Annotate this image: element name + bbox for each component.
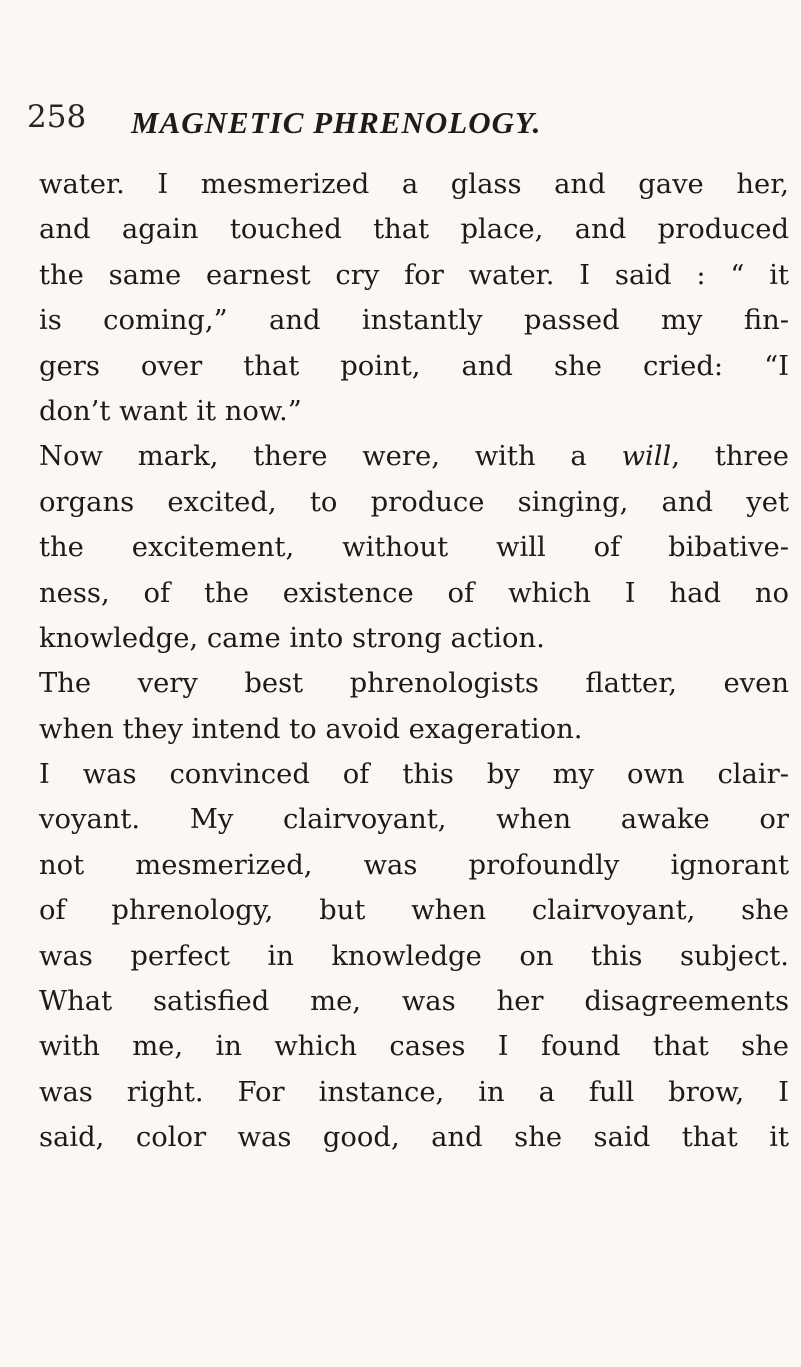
line-segment: Now mark, there were, with a (39, 441, 622, 473)
text-line: and again touched that place, and produced (39, 214, 789, 246)
text-line: not mesmerized, was profoundly ignorant (39, 849, 789, 881)
text-line-with-italic (39, 434, 789, 479)
text-line: said, color was good, and she said that it (39, 1122, 789, 1154)
text-line: I was convinced of this by my own clair- (39, 759, 789, 791)
line-segment: , three (671, 441, 789, 473)
text-line: the same earnest cry for water. I said : “ it (39, 259, 789, 291)
text-line: The very best phrenologists flatter, even (39, 668, 789, 700)
text-line: is coming,” and instantly passed my fin- (39, 305, 789, 337)
text-line: What satisfied me, was her disagreements (39, 986, 789, 1018)
text-line: the excitement, without will of bibative- (39, 532, 789, 564)
running-head: MAGNETIC PHRENOLOGY. (131, 105, 542, 140)
text-line: was perfect in knowledge on this subject. (39, 940, 789, 972)
italic-word: will (621, 441, 672, 473)
text-line: voyant. My clairvoyant, when awake or (39, 804, 789, 836)
text-line: don’t want it now.” (39, 395, 302, 427)
text-line: with me, in which cases I found that she (39, 1031, 789, 1063)
text-line: knowledge, came into strong action. (39, 622, 545, 654)
text-line: when they intend to avoid exageration. (39, 713, 583, 745)
page-number: 258 (27, 99, 87, 135)
text-line: water. I mesmerized a glass and gave her, (39, 169, 789, 200)
text-line: was right. For instance, in a full brow, I (39, 1076, 789, 1108)
text-line: ness, of the existence of which I had no (39, 577, 789, 609)
text-line: gers over that point, and she cried: “I (39, 350, 789, 382)
body-text (39, 162, 789, 1161)
text-line: organs excited, to produce singing, and yet (39, 486, 789, 518)
text-line: of phrenology, but when clairvoyant, she (39, 895, 789, 927)
